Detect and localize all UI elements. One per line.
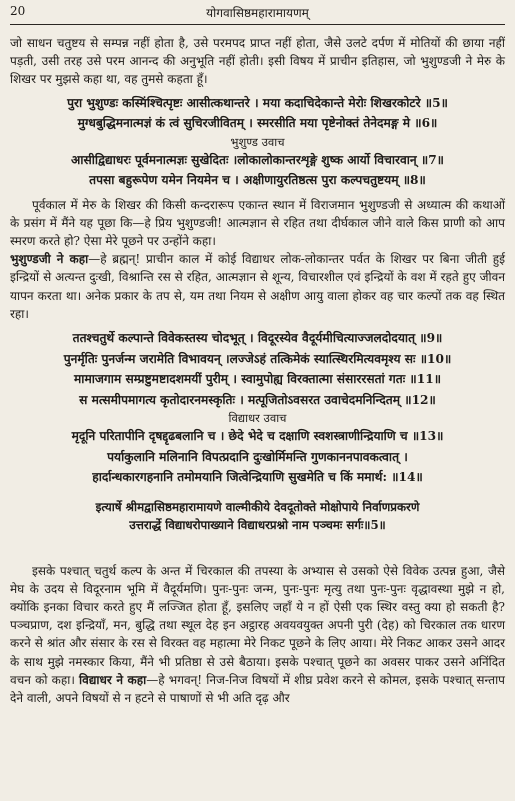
- verse-10: पुनर्मृतिः पुनर्जन्म जरामेति विभावयन् ।लज्जेऽहं तत्किमेकं स्यात्स्थिरमित्यवमृश्य सः ॥10॥: [63, 351, 452, 366]
- verse-14-line-1: पर्याकुलानि मलिनानि विपत्प्रदानि दुःखोर्मिमन्ति गुणकाननपावकत्वात् ।: [107, 449, 408, 464]
- paragraph-bhushunda-speech: [10, 250, 505, 323]
- speaker-heading-bhushunda: भुशुण्ड उवाच: [230, 134, 285, 149]
- colophon-line-1: इत्यार्षे श्रीमद्वासिष्ठमहारामायणे वाल्मीकीये देवदूतोक्ते मोक्षोपाये निर्वाणप्रकरणे: [95, 499, 420, 514]
- verse-9: ततश्चतुर्थे कल्पान्ते विवेकस्तस्य चोदभूत् । विदूरस्येव वैदूर्यमीचित्याज्जलदोदयात् ॥9॥: [72, 331, 443, 346]
- verse-8: तपसा बहुरूपेण यमेन नियमेन च । अक्षीणायुरतिष्ठत्स पुरा कल्पचतुष्टयम् ॥8॥: [89, 173, 426, 188]
- running-title: योगवासिष्ठमहारामायणम्: [206, 6, 309, 20]
- paragraph-translation-9-14: [10, 562, 505, 708]
- speech-lead: भुशुण्डजी ने कहा: [10, 252, 89, 267]
- verse-6: मुग्धबुद्धिमनात्मज्ञं कं त्वं सुचिरजीवितम् । स्मरसीति मया पृष्टेनोक्तं तेनेदमङ्ग मे ॥6॥: [77, 116, 438, 131]
- speech-text: —हे ब्रह्मन्! प्राचीन काल में कोई विद्याधर लोक-लोकान्तर पर्वत के शिखर पर बिना जीती हुई इन्द्रियों से अत्यन्त दुःखी, विश्रान्ति रस से रहित, आत्मज्ञान से शून्य, विचारशील एवं इन्द्रियों के वश में रहते हुए जीवन यापन करता था। अनेक प्रकार के तप से, यम तथा नियम से अक्षीण आयु वाला होकर वह चार कल्पों तक वह स्थित रहा।: [10, 252, 505, 321]
- paragraph-translation-5-8: पूर्वकाल में मेरु के शिखर की किसी कन्दरारूप एकान्त स्थान में विराजमान भुशुण्डजी से अध्यात्म की कथाओं के प्रसंग में मैंने यह पूछा कि—हे प्रिय भुशुण्डजी! आत्मज्ञान से रहित तथा दीर्घकाल जीने वाले किस प्राणी को आप स्मरण करते हो? ऐसा मेरे पूछने पर उन्होंने कहा।: [10, 197, 505, 249]
- paragraph-intro: जो साधन चतुष्टय से सम्पन्न नहीं होता है, उसे परमपद प्राप्त नहीं होता, जैसे उलटे दर्पण में मोतियों की छाया नहीं पड़ती, उसी तरह उसे परम आनन्द की अनुभूति नहीं होती। इसी विषय में प्राचीन इतिहास, जो भुशुण्डजी ने मेरु के शिखर पर मुझसे कहा था, वह तुमसे कहता हूँ।: [10, 36, 505, 87]
- verse-group-4: [10, 426, 505, 488]
- verse-group-1: [10, 93, 505, 134]
- translation-text: इसके पश्चात् चतुर्थ कल्प के अन्त में चिरकाल की तपस्या के अभ्यास से उसको ऐसे विवेक उत्पन्न हुआ, जैसे मेघ के उदय से विदूरनाम भूमि में वैदूर्यमणि। पुनः-पुनः जन्म, पुनः-पुनः मृत्यु तथा पुनः-पुनः वृद्धावस्था मुझे न हो, क्योंकि इनका विचार करते हुए मैं लज्जित होता हूँ, इसलिए जहाँ ये न हों ऐसी एक स्थिर वस्तु क्या हो सकती है? पञ्चप्राण, दश इन्द्रियाँ, मन, बुद्धि तथा स्थूल देह इन अट्ठारह अवयवयुक्त अपनी पुरी (देह) को चिरकाल तक धारण करने से श्रांत और संसार के रस से विरक्त वह महात्मा मेरे निकट पूछने के लिए आया। मेरे निकट आकर उसने आदर के साथ मुझे नमस्कार किया, मैंने भी प्रतिष्ठा से उसे बैठाया। इसके पश्चात् पूछने का अवसर पाकर उसने अनिंदित वचन को कहा।: [10, 563, 505, 687]
- page-header: [10, 4, 505, 25]
- vidyadhara-speech-text: —हे भगवन्! निज-निज विषयों में शीघ्र प्रवेश करने से कोमल, इसके पश्चात् सन्ताप देने वाली, अपने विषयों से न हटने से पाषाणों से भी अति दृढ़ और: [10, 672, 505, 705]
- vidyadhara-speech-lead: विद्याधर ने कहा: [79, 672, 147, 687]
- verse-5: पुरा भुशुण्डः कस्मिंश्चित्पृष्टः आसीत्कथान्तरे । मया कदाचिदेकान्ते मेरोः शिखरकोटरे ॥5॥: [67, 95, 448, 110]
- speaker-heading-vidyadhara: विद्याधर उवाच: [228, 411, 287, 426]
- verse-11: मामाजगाम सम्प्रष्टुमष्टादशमयीं पुरीम् । स्वामुपोह्य विरक्तात्मा संसाररसतां गतः ॥11॥: [74, 372, 441, 387]
- verse-group-3: [10, 328, 505, 410]
- page-number: 20: [10, 4, 26, 18]
- page-body: [10, 34, 505, 707]
- verse-14-line-2: हार्दान्धकारगहनानि तमोमयानि जित्वेन्द्रियाणि सुखमेति च किं ममार्थ: ॥14॥: [92, 470, 423, 485]
- chapter-colophon: [10, 498, 505, 534]
- verse-group-2: [10, 150, 505, 191]
- verse-12: स मत्समीपमागत्य कृतोदारनमस्कृतिः । मत्पूजितोऽवसरत उवाचेदमनिन्दितम् ॥12॥: [79, 392, 436, 407]
- verse-7: आसीद्विद्याधरः पूर्वमनात्मज्ञः सुखेदितः ।लोकालोकान्तरशृङ्गे शुष्क आर्यो विचारवान् ॥7॥: [71, 152, 444, 167]
- colophon-line-2: उत्तरार्द्धे विद्याधरोपाख्याने विद्याधरप्रश्नो नाम पञ्चमः सर्गः॥5॥: [129, 517, 386, 532]
- verse-13: मृदूनि परितापीनि दृषद्दृढबलानि च । छेदे भेदे च दक्षाणि स्वशस्त्राणीन्द्रियाणि च ॥13॥: [71, 429, 444, 444]
